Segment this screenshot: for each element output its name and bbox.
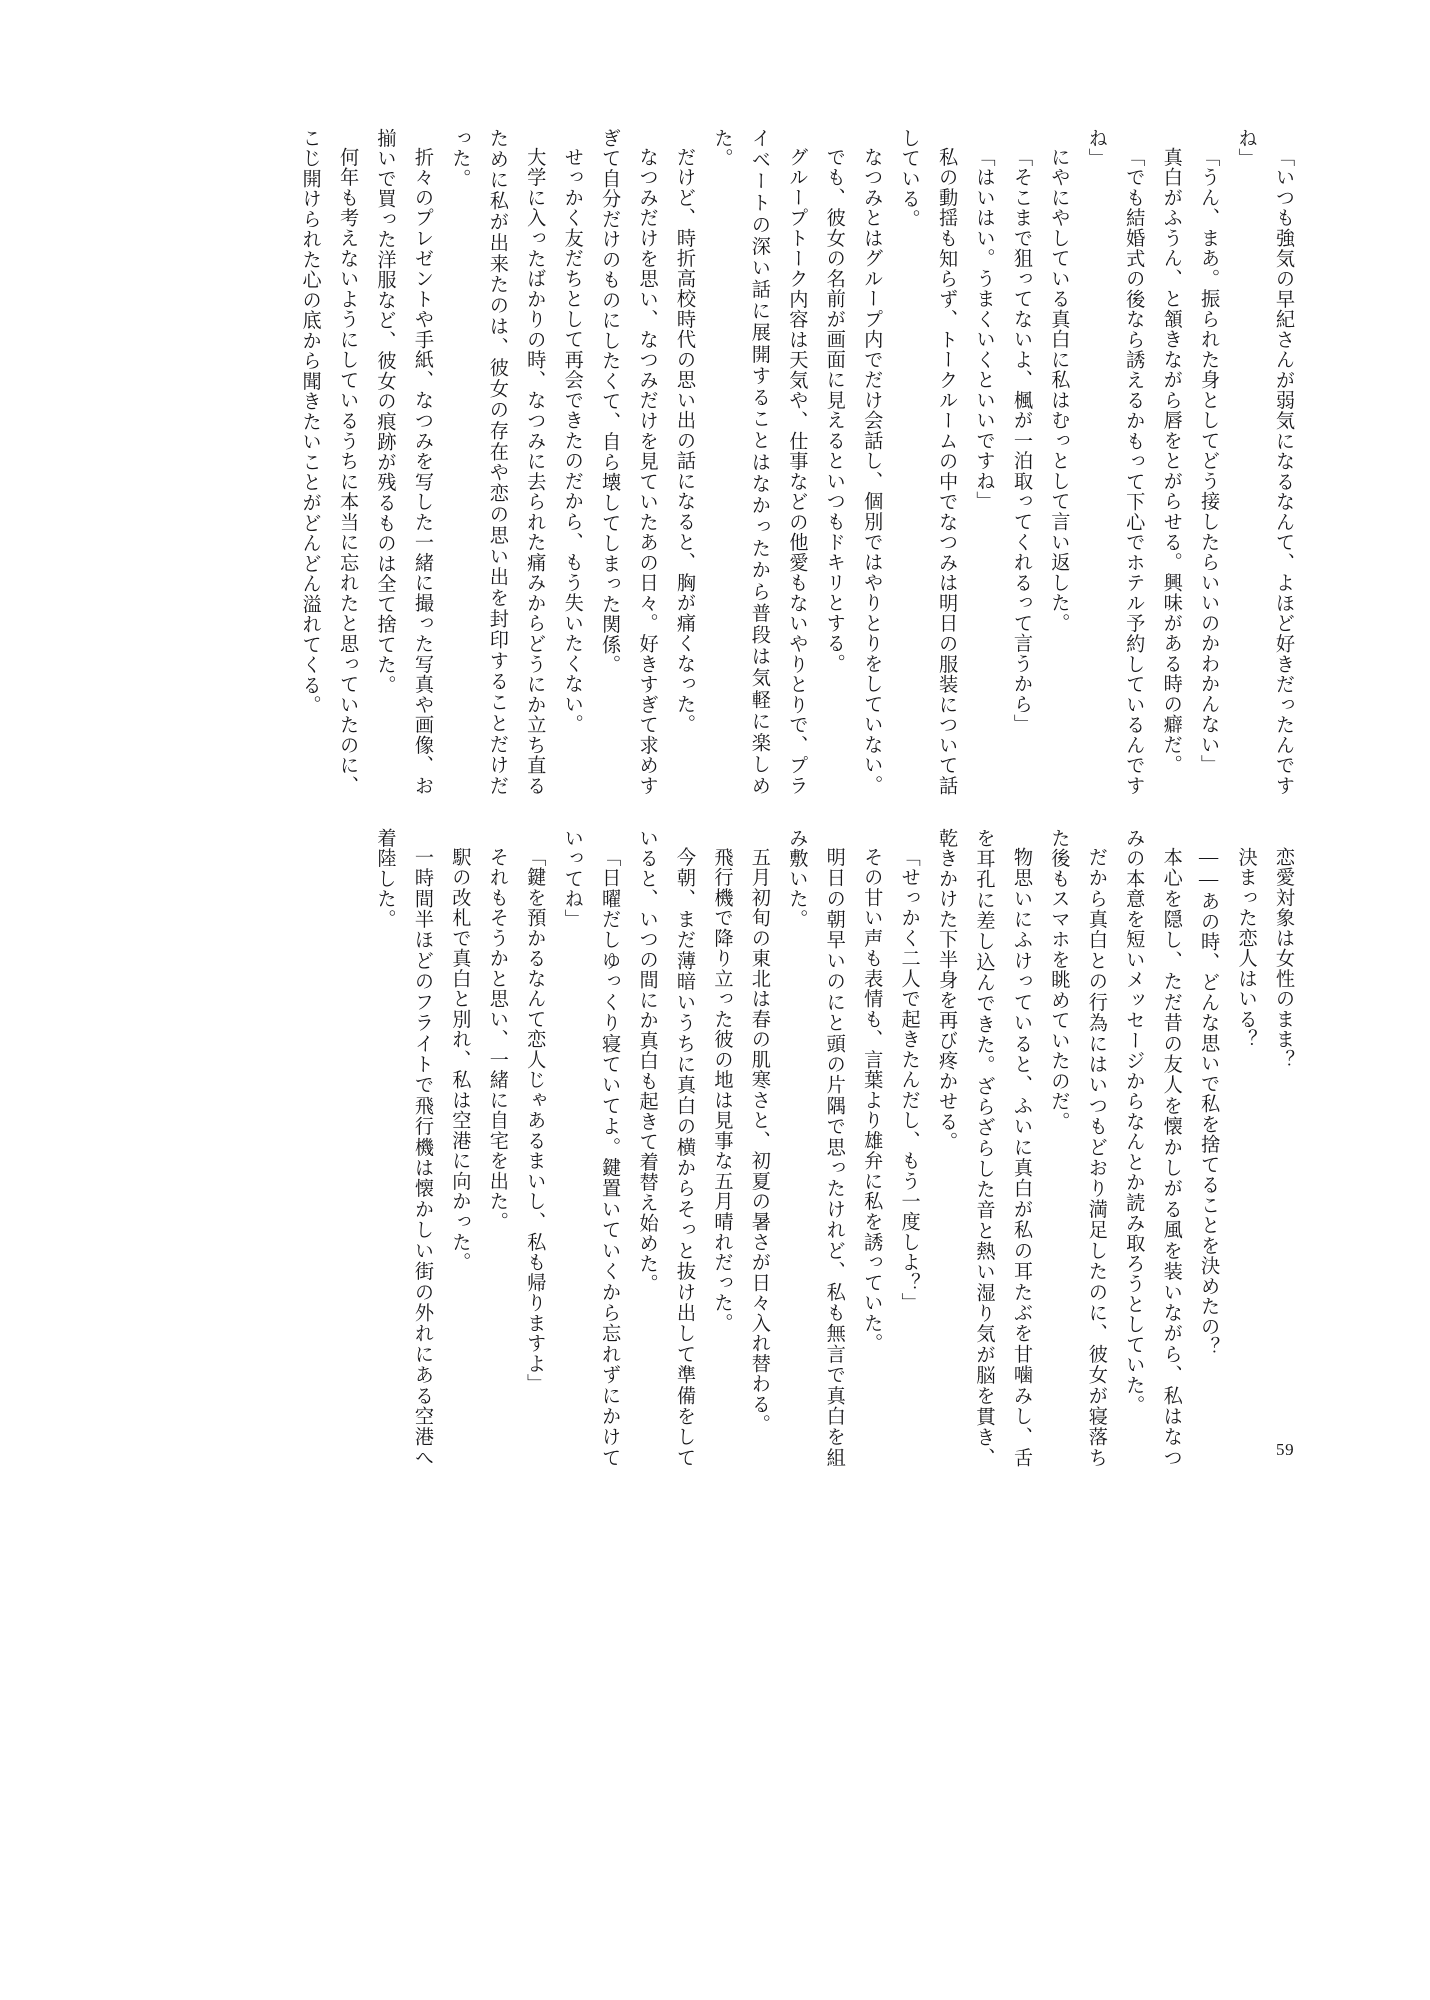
paragraph: 「いつも強気の早紀さんが弱気になるなんて、よほど好きだったんですね」 [1235, 128, 1294, 796]
paragraph: 真白がふうん、と頷きながら唇をとがらせる。興味がある時の癖だ。 [1160, 147, 1182, 776]
paragraph: 「うん、まあ。振られた身としてどう接したらいいのかわかんない」 [1198, 147, 1220, 776]
paragraph: 決まった恋人はいる？ [1235, 847, 1257, 1050]
paragraph: 飛行機で降り立った彼の地は見事な五月晴れだった。 [711, 847, 733, 1334]
paragraph: 「鍵を預かるなんて恋人じゃあるまいし、私も帰りますよ」 [524, 847, 546, 1395]
paragraph: 何年も考えないようにしているうちに本当に忘れたと思っていたのに、こじ開けられた心の底から聞きたいことがどんどん溢れてくる。 [299, 128, 359, 796]
paragraph: 駅の改札で真白と別れ、私は空港に向かった。 [449, 847, 471, 1273]
paragraph: 明日の朝早いのにと頭の片隅で思ったけれど、私も無言で真白を組み敷いた。 [786, 828, 845, 1468]
text-block-lower [127, 828, 1302, 1468]
paragraph: ――あの時、どんな思いで私を捨てることを決めたの？ [1198, 847, 1220, 1358]
paragraph: それもそうかと思い、一緒に自宅を出た。 [486, 847, 508, 1233]
paragraph: せっかく友だちとして再会できたのだから、もう失いたくない。 [561, 147, 583, 735]
paragraph: 折々のプレゼントや手紙、なつみを写した一緒に撮った写真や画像、お揃いで買った洋服など、彼女の痕跡が残るものは全て捨てた。 [374, 128, 433, 796]
paragraph: だから真白との行為にはいつもどおり満足したのに、彼女が寝落ちた後もスマホを眺めていたのだ。 [1048, 828, 1107, 1468]
paragraph: 「そこまで狙ってないよ、楓が一泊取ってくれるって言うから」 [1010, 147, 1032, 735]
paragraph: 恋愛対象は女性のまま？ [1273, 847, 1294, 1071]
paragraph: その甘い声も表情も、言葉より雄弁に私を誘っていた。 [861, 847, 883, 1354]
paragraph: 一時間半ほどのフライトで飛行機は懐かしい街の外れにある空港へ着陸した。 [374, 828, 433, 1468]
paragraph: 「日曜だしゆっくり寝ていてよ。鍵置いていくから忘れずにかけていってね」 [561, 828, 621, 1468]
paragraph: なつみとはグループ内でだけ会話し、個別ではやりとりをしていない。 [861, 147, 883, 796]
paragraph: 本心を隠し、ただ昔の友人を懐かしがる風を装いながら、私はなつみの本意を短いメッセージからなんとか読み取ろうとしていた。 [1123, 828, 1182, 1468]
paragraph: 私の動揺も知らず、トークルームの中でなつみは明日の服装について話している。 [898, 128, 958, 796]
paragraph: 大学に入ったばかりの時、なつみに去られた痛みからどうにか立ち直るために私が出来たのは、彼女の存在や恋の思い出を封印することだけだった。 [449, 128, 546, 796]
paragraph: 「でも結婚式の後なら誘えるかもって下心でホテル予約しているんですね」 [1085, 128, 1145, 796]
paragraph: グループトーク内容は天気や、仕事などの他愛もないやりとりで、プライベートの深い話に展開することはなかったから普段は気軽に楽しめた。 [711, 128, 808, 796]
paragraph: 「はいはい。うまくいくといいですね」 [973, 147, 995, 512]
paragraph: 物思いにふけっていると、ふいに真白が私の耳たぶを甘噛みし、舌を耳孔に差し込んできた。ざらざらした音と熱い湿り気が脳を貫き、乾きかけた下半身を再び疼かせる。 [936, 828, 1032, 1468]
paragraph: にやにやしている真白に私はむっとして言い返した。 [1048, 147, 1070, 634]
paragraph: 「せっかく二人で起きたんだし、もう一度しよ？」 [898, 847, 920, 1314]
paragraph: 今朝、まだ薄暗いうちに真白の横からそっと抜け出して準備をしていると、いつの間にか真白も起きて着替え始めた。 [636, 828, 695, 1468]
page-number: 59 [1276, 1440, 1295, 1459]
paragraph: 五月初旬の東北は春の肌寒さと、初夏の暑さが日々入れ替わる。 [748, 847, 770, 1435]
paragraph: でも、彼女の名前が画面に見えるといつもドキリとする。 [823, 147, 845, 674]
paragraph: なつみだけを思い、なつみだけを見ていたあの日々。好きすぎて求めすぎて自分だけのものにしたくて、自ら壊してしまった関係。 [599, 128, 658, 796]
paragraph: だけど、時折高校時代の思い出の話になると、胸が痛くなった。 [674, 147, 695, 735]
text-block-upper [127, 128, 1302, 796]
